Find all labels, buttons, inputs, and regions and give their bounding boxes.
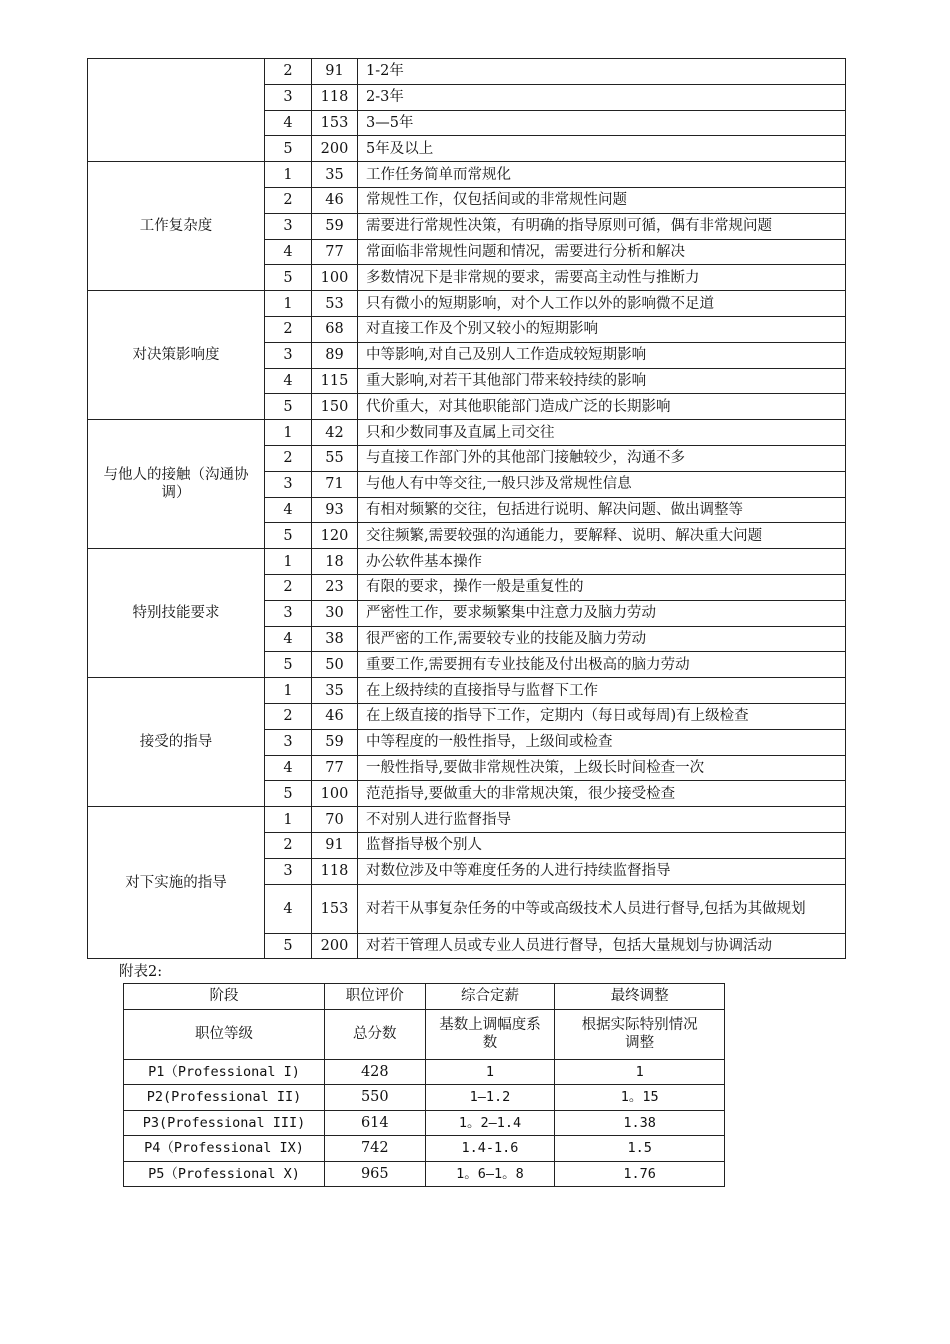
grade-base-coefficient: 1。2—1.4	[425, 1110, 555, 1136]
factor-points: 120	[312, 523, 358, 549]
factor-points: 30	[312, 600, 358, 626]
factor-description: 一般性指导,要做非常规性决策，上级长时间检查一次	[358, 755, 846, 781]
factor-description: 多数情况下是非常规的要求，需要高主动性与推断力	[358, 265, 846, 291]
header-comprehensive-salary: 综合定薪	[425, 984, 555, 1010]
factor-description: 代价重大，对其他职能部门造成广泛的长期影响	[358, 394, 846, 420]
factor-points: 77	[312, 755, 358, 781]
factor-level: 5	[265, 394, 312, 420]
grade-name: P4（Professional IX)	[124, 1136, 325, 1162]
factor-points: 23	[312, 574, 358, 600]
factor-points: 200	[312, 136, 358, 162]
factor-points: 50	[312, 652, 358, 678]
factor-level: 5	[265, 523, 312, 549]
factor-description: 3—5年	[358, 110, 846, 136]
header-final-adjustment: 最终调整	[555, 984, 725, 1010]
factor-description: 监督指导极个别人	[358, 832, 846, 858]
factor-row	[88, 549, 846, 575]
factor-category: 工作复杂度	[88, 162, 265, 291]
factor-description: 有相对频繁的交往，包括进行说明、解决问题、做出调整等	[358, 497, 846, 523]
factor-description: 不对别人进行监督指导	[358, 807, 846, 833]
grade-table-subheader-row	[124, 1009, 725, 1059]
factor-level: 2	[265, 703, 312, 729]
grade-row	[124, 1161, 725, 1187]
factor-level: 3	[265, 84, 312, 110]
grade-table-header-row	[124, 984, 725, 1010]
subheader-special-adjustment	[555, 1009, 725, 1059]
factor-level: 4	[265, 755, 312, 781]
factor-points: 77	[312, 239, 358, 265]
factor-description: 范范指导,要做重大的非常规决策，很少接受检查	[358, 781, 846, 807]
grade-name: P5（Professional X)	[124, 1161, 325, 1187]
subheader-special-adjustment-text: 根据实际特别情况调整	[581, 1017, 698, 1051]
factor-points: 35	[312, 678, 358, 704]
factor-level: 5	[265, 265, 312, 291]
grade-final-adjustment: 1。15	[555, 1085, 725, 1111]
factor-level: 1	[265, 549, 312, 575]
factor-description: 与他人有中等交往,一般只涉及常规性信息	[358, 471, 846, 497]
factor-points: 100	[312, 781, 358, 807]
grade-row	[124, 1110, 725, 1136]
factor-points: 91	[312, 832, 358, 858]
subheader-base-coefficient-text: 基数上调幅度系数	[439, 1017, 541, 1051]
factor-level: 2	[265, 59, 312, 85]
table2-caption: 附表2:	[119, 964, 163, 980]
factor-row	[88, 807, 846, 833]
factor-description: 重要工作,需要拥有专业技能及付出极高的脑力劳动	[358, 652, 846, 678]
factor-description: 常面临非常规性问题和情况，需要进行分析和解决	[358, 239, 846, 265]
factor-level: 5	[265, 933, 312, 959]
grade-final-adjustment: 1.38	[555, 1110, 725, 1136]
factor-level: 3	[265, 342, 312, 368]
factor-points: 46	[312, 187, 358, 213]
factor-points: 35	[312, 162, 358, 188]
grade-row	[124, 1085, 725, 1111]
factor-level: 4	[265, 884, 312, 933]
factor-points: 115	[312, 368, 358, 394]
factor-description: 2-3年	[358, 84, 846, 110]
factor-points: 89	[312, 342, 358, 368]
grade-final-adjustment: 1.5	[555, 1136, 725, 1162]
factor-level: 4	[265, 110, 312, 136]
subheader-total-score: 总分数	[325, 1009, 426, 1059]
factor-level: 4	[265, 239, 312, 265]
job-evaluation-factor-table	[87, 58, 846, 959]
factor-description: 有限的要求，操作一般是重复性的	[358, 574, 846, 600]
factor-level: 3	[265, 471, 312, 497]
factor-points: 68	[312, 316, 358, 342]
factor-points: 53	[312, 291, 358, 317]
factor-level: 1	[265, 678, 312, 704]
grade-name: P3(Professional III)	[124, 1110, 325, 1136]
factor-category: 接受的指导	[88, 678, 265, 807]
factor-description: 很严密的工作,需要较专业的技能及脑力劳动	[358, 626, 846, 652]
factor-description: 交往频繁,需要较强的沟通能力，要解释、说明、解决重大问题	[358, 523, 846, 549]
factor-description: 对若干管理人员或专业人员进行督导，包括大量规划与协调活动	[358, 933, 846, 959]
grade-base-coefficient: 1—1.2	[425, 1085, 555, 1111]
factor-description: 办公软件基本操作	[358, 549, 846, 575]
factor-level: 2	[265, 445, 312, 471]
factor-points: 59	[312, 729, 358, 755]
factor-table-body	[88, 59, 846, 959]
factor-points: 91	[312, 59, 358, 85]
grade-total-score: 428	[325, 1059, 426, 1085]
factor-level: 5	[265, 136, 312, 162]
factor-description: 对若干从事复杂任务的中等或高级技术人员进行督导,包括为其做规划	[358, 884, 846, 933]
factor-category: 对下实施的指导	[88, 807, 265, 959]
factor-row	[88, 59, 846, 85]
header-stage: 阶段	[124, 984, 325, 1010]
factor-points: 38	[312, 626, 358, 652]
factor-level: 2	[265, 187, 312, 213]
factor-description: 与直接工作部门外的其他部门接触较少，沟通不多	[358, 445, 846, 471]
grade-final-adjustment: 1	[555, 1059, 725, 1085]
factor-level: 1	[265, 420, 312, 446]
factor-points: 70	[312, 807, 358, 833]
factor-row	[88, 162, 846, 188]
factor-points: 71	[312, 471, 358, 497]
factor-points: 46	[312, 703, 358, 729]
factor-category: 与他人的接触（沟通协调）	[88, 420, 265, 549]
factor-points: 200	[312, 933, 358, 959]
subheader-base-coefficient	[425, 1009, 555, 1059]
factor-row	[88, 678, 846, 704]
grade-name: P1（Professional I)	[124, 1059, 325, 1085]
header-position-evaluation: 职位评价	[325, 984, 426, 1010]
factor-row	[88, 291, 846, 317]
factor-points: 118	[312, 84, 358, 110]
factor-level: 4	[265, 368, 312, 394]
grade-row	[124, 1059, 725, 1085]
factor-row	[88, 420, 846, 446]
factor-points: 93	[312, 497, 358, 523]
factor-points: 59	[312, 213, 358, 239]
factor-level: 1	[265, 162, 312, 188]
factor-description: 中等影响,对自己及别人工作造成较短期影响	[358, 342, 846, 368]
factor-level: 1	[265, 291, 312, 317]
factor-points: 153	[312, 110, 358, 136]
grade-total-score: 550	[325, 1085, 426, 1111]
factor-points: 42	[312, 420, 358, 446]
factor-description: 工作任务简单而常规化	[358, 162, 846, 188]
factor-description: 中等程度的一般性指导，上级间或检查	[358, 729, 846, 755]
subheader-position-grade: 职位等级	[124, 1009, 325, 1059]
grade-row	[124, 1136, 725, 1162]
factor-level: 2	[265, 316, 312, 342]
grade-final-adjustment: 1.76	[555, 1161, 725, 1187]
factor-points: 55	[312, 445, 358, 471]
factor-level: 3	[265, 858, 312, 884]
factor-description: 5年及以上	[358, 136, 846, 162]
position-grade-table	[123, 983, 725, 1187]
grade-total-score: 614	[325, 1110, 426, 1136]
factor-description: 只和少数同事及直属上司交往	[358, 420, 846, 446]
grade-total-score: 742	[325, 1136, 426, 1162]
factor-level: 2	[265, 574, 312, 600]
factor-points: 150	[312, 394, 358, 420]
factor-description: 对直接工作及个别又较小的短期影响	[358, 316, 846, 342]
factor-level: 3	[265, 600, 312, 626]
factor-level: 5	[265, 652, 312, 678]
factor-category: 对决策影响度	[88, 291, 265, 420]
factor-description: 对数位涉及中等难度任务的人进行持续监督指导	[358, 858, 846, 884]
factor-points: 118	[312, 858, 358, 884]
factor-level: 3	[265, 729, 312, 755]
factor-description: 只有微小的短期影响，对个人工作以外的影响微不足道	[358, 291, 846, 317]
factor-level: 5	[265, 781, 312, 807]
factor-level: 1	[265, 807, 312, 833]
grade-base-coefficient: 1	[425, 1059, 555, 1085]
grade-table-body	[124, 984, 725, 1187]
factor-description: 在上级持续的直接指导与监督下工作	[358, 678, 846, 704]
factor-description: 常规性工作，仅包括间或的非常规性问题	[358, 187, 846, 213]
factor-description: 在上级直接的指导下工作，定期内（每日或每周)有上级检查	[358, 703, 846, 729]
factor-level: 4	[265, 626, 312, 652]
factor-category	[88, 59, 265, 162]
grade-name: P2(Professional II)	[124, 1085, 325, 1111]
grade-base-coefficient: 1.4-1.6	[425, 1136, 555, 1162]
grade-total-score: 965	[325, 1161, 426, 1187]
factor-level: 3	[265, 213, 312, 239]
factor-description: 严密性工作，要求频繁集中注意力及脑力劳动	[358, 600, 846, 626]
factor-points: 100	[312, 265, 358, 291]
factor-points: 18	[312, 549, 358, 575]
factor-level: 2	[265, 832, 312, 858]
factor-description: 需要进行常规性决策，有明确的指导原则可循，偶有非常规问题	[358, 213, 846, 239]
factor-points: 153	[312, 884, 358, 933]
factor-description: 1-2年	[358, 59, 846, 85]
factor-level: 4	[265, 497, 312, 523]
factor-description: 重大影响,对若干其他部门带来较持续的影响	[358, 368, 846, 394]
grade-base-coefficient: 1。6—1。8	[425, 1161, 555, 1187]
factor-category: 特别技能要求	[88, 549, 265, 678]
